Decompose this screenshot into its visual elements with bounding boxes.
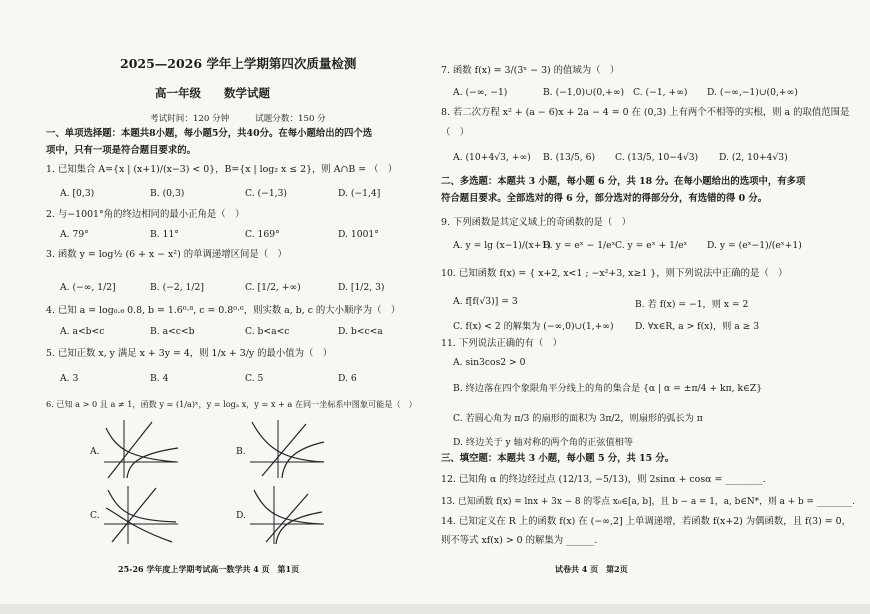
graph-d [248,484,328,546]
graph-c-label: C. [90,510,100,521]
q4-option-b: B. a<c<b [150,326,195,337]
q2-option-b: B. 11° [150,229,179,240]
graph-d-label: D. [236,510,246,521]
q8-option-c: C. (13/5, 10−4√3) [615,152,699,163]
question-2: 2. 与−1001°角的终边相同的最小正角是（ ） [46,209,245,220]
q3-option-a: A. (−∞, 1/2] [60,282,116,293]
q4-option-c: C. b<a<c [245,326,290,337]
q10-option-d: D. ∀x∈R, a > f(x)，则 a ≥ 3 [635,321,760,332]
q11-option-c: C. 若圆心角为 π/3 的扇形的面积为 3π/2，则扇形的弧长为 π [453,413,703,424]
q8-option-a: A. (10+4√3, +∞) [453,152,531,163]
q8-option-b: B. (13/5, 6) [543,152,596,163]
q3-option-d: D. [1/2, 3) [338,282,385,293]
q10-option-a: A. f[f(√3)] = 3 [453,296,518,307]
exam-info: 考试时间：120 分钟 试题分数：150 分 [150,114,326,124]
question-4: 4. 已知 a = log₀.₆ 0.8, b = 1.6⁰·⁸, c = 0.8⁰·⁶，则实数 a, b, c 的大小顺序为（ ） [46,305,401,316]
question-14-line1: 14. 已知定义在 R 上的函数 f(x) 在 (−∞,2] 上单调递增，若函数 f(x+2) 为偶函数，且 f(3) = 0， [441,516,851,527]
q1-option-d: D. (−1,4] [338,188,381,199]
graph-b-label: B. [236,446,246,457]
q1-option-a: A. [0,3) [60,188,95,199]
question-8-line2: （ ） [441,127,470,138]
q10-option-c: C. f(x) < 2 的解集为 (−∞,0)∪(1,+∞) [453,321,614,332]
question-13: 13. 已知函数 f(x) = lnx + 3x − 8 的零点 x₀∈[a, b]，且 b − a = 1，a, b∈N*，则 a + b = ________. [441,497,856,507]
q5-option-a: A. 3 [60,373,79,384]
graph-a-label: A. [90,446,100,457]
question-11: 11. 下列说法正确的有（ ） [441,338,563,349]
q4-option-d: D. b<c<a [338,326,383,337]
q11-option-a: A. sin3cos2 > 0 [453,357,526,368]
q8-option-d: D. (2, 10+4√3) [719,152,788,163]
exam-subtitle: 高一年级 数学试题 [155,86,270,100]
page-right [435,0,870,614]
q10-option-b: B. 若 f(x) = −1，则 x = 2 [635,299,749,310]
q4-option-a: A. a<b<c [60,326,105,337]
question-6: 6. 已知 a > 0 且 a ≠ 1，函数 y = (1/a)ˣ，y = logₐ x，y = x + a 在同一坐标系中图象可能是（ ） [46,399,417,409]
section2-heading-line2: 符合题目要求。全部选对的得 6 分，部分选对的得部分分，有选错的得 0 分。 [441,193,768,204]
q7-option-d: D. (−∞,−1)∪(0,+∞) [707,87,798,98]
q2-option-d: D. 1001° [338,229,379,240]
q5-option-b: B. 4 [150,373,169,384]
q1-option-b: B. (0,3) [150,188,185,199]
q11-option-b: B. 终边落在四个象限角平分线上的角的集合是 {α | α = ±π/4 + kπ, k∈Z} [453,383,763,394]
q9-option-a: A. y = lg (x−1)/(x+1) [453,240,551,251]
q5-option-c: C. 5 [245,373,264,384]
q3-option-c: C. [1/2, +∞) [245,282,301,293]
q9-option-b: B. y = eˣ − 1/eˣ [543,240,616,251]
question-9: 9. 下列函数是其定义域上的奇函数的是（ ） [441,217,632,228]
footer-right: 试卷共 4 页 第2页 [555,564,628,574]
graph-b [248,418,328,480]
question-1: 1. 已知集合 A={x | (x+1)/(x−3) < 0}，B={x | log₂ x ≤ 2}，则 A∩B = （ ） [46,164,398,175]
section1-heading-line2: 项中，只有一项是符合题目要求的。 [46,145,197,156]
section2-heading-line1: 二、多选题：本题共 3 小题，每小题 6 分，共 18 分。在每小题给出的选项中，有多项 [441,176,806,187]
q7-option-c: C. (−1, +∞) [633,87,688,98]
section1-heading-line1: 一、单项选择题：本题共8小题，每小题5分，共40分。在每小题给出的四个选 [46,128,373,139]
q9-option-c: C. y = eˣ + 1/eˣ [615,240,688,251]
question-7: 7. 函数 f(x) = 3/(3ˣ − 3) 的值域为（ ） [441,65,620,76]
section3-heading: 三、填空题：本题共 3 小题，每小题 5 分，共 15 分。 [441,453,675,464]
q7-option-a: A. (−∞, −1) [453,87,508,98]
question-5: 5. 已知正数 x, y 满足 x + 3y = 4，则 1/x + 3/y 的最小值为（ ） [46,348,333,359]
question-14-line2: 则不等式 xf(x) > 0 的解集为 ______. [441,535,598,546]
question-10: 10. 已知函数 f(x) = { x+2, x<1 ; −x²+3, x≥1 }，则下列说法中正确的是（ ） [441,268,788,279]
question-3: 3. 函数 y = log½ (6 + x − x²) 的单调递增区间是（ ） [46,249,287,260]
q11-option-d: D. 终边关于 y 轴对称的两个角的正弦值相等 [453,437,634,448]
graph-c [102,484,182,546]
q5-option-d: D. 6 [338,373,357,384]
q9-option-d: D. y = (eˣ−1)/(eˣ+1) [707,240,802,251]
footer-left: 25-26 学年度上学期考试高一数学共 4 页 第1页 [118,564,300,574]
q1-option-c: C. (−1,3) [245,188,288,199]
question-8-line1: 8. 若二次方程 x² + (a − 6)x + 2a − 4 = 0 在 (0,3) 上有两个不相等的实根，则 a 的取值范围是 [441,107,850,118]
scan-edge [0,604,870,614]
q2-option-c: C. 169° [245,229,280,240]
q2-option-a: A. 79° [60,229,89,240]
question-12: 12. 已知角 α 的终边经过点 (12/13, −5/13)，则 2sinα + cosα = ________. [441,474,766,485]
graph-a [102,418,182,480]
q3-option-b: B. (−2, 1/2] [150,282,204,293]
exam-title: 2025—2026 学年上学期第四次质量检测 [120,56,357,71]
q7-option-b: B. (−1,0)∪(0,+∞) [543,87,625,98]
